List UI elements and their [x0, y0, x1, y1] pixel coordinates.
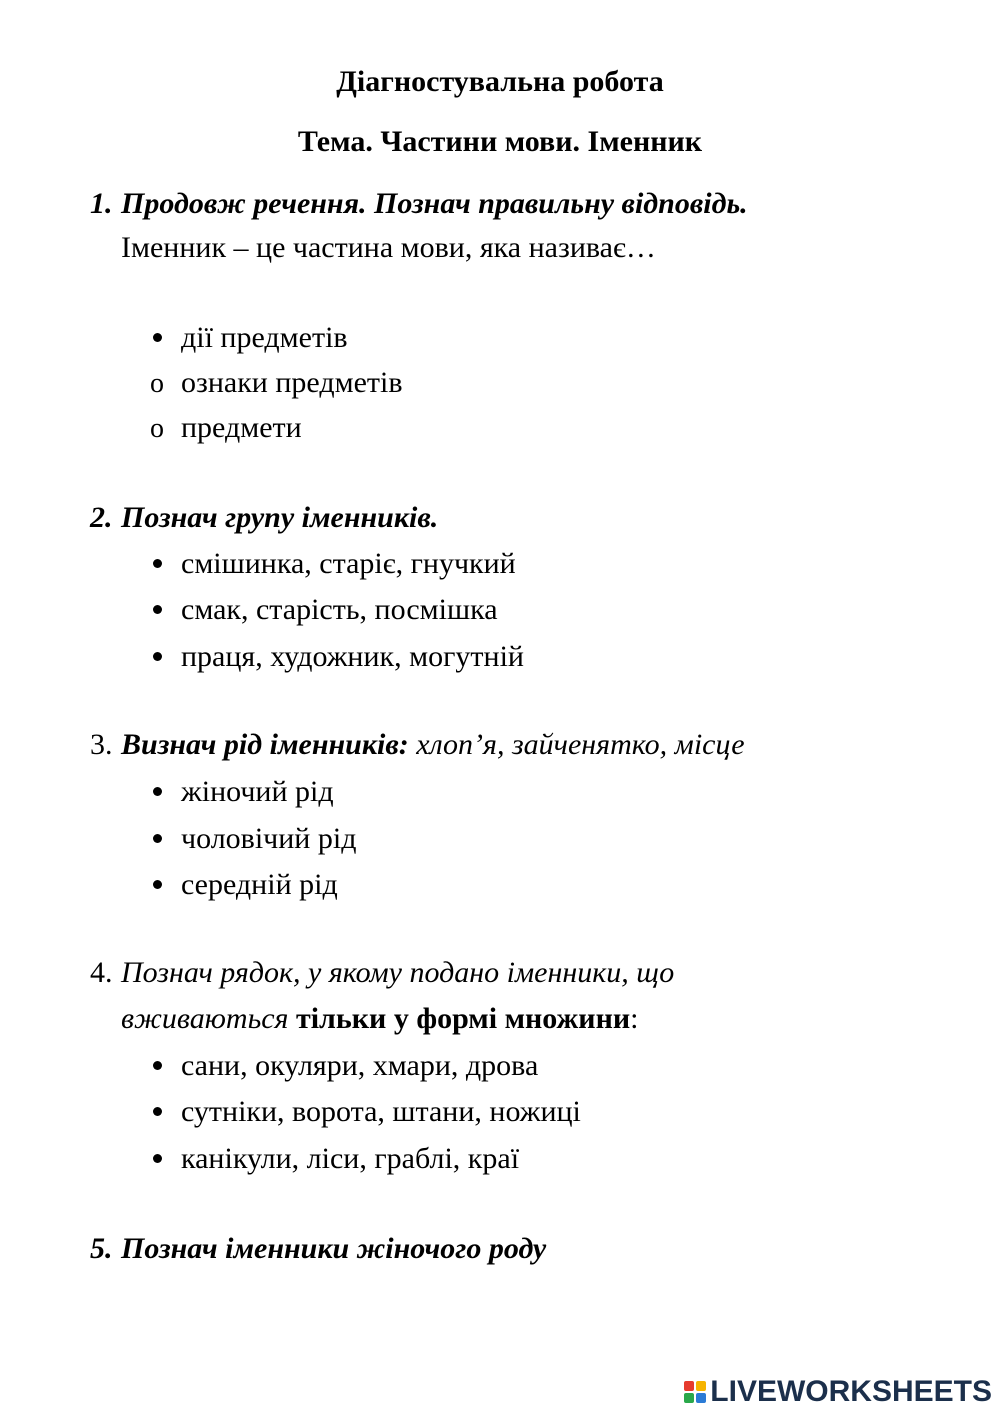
- question-prompt: Визнач рід іменників:: [121, 728, 409, 761]
- answer-option[interactable]: o предмети: [150, 410, 302, 447]
- question-1: [90, 186, 748, 222]
- answer-option[interactable]: праця, художник, могутній: [150, 639, 524, 675]
- question-number: 1.: [90, 187, 113, 220]
- bullet-icon: [150, 546, 181, 582]
- logo-icon: [684, 1381, 706, 1403]
- question-number: 2.: [90, 501, 113, 534]
- answer-option[interactable]: канікули, ліси, граблі, краї: [150, 1141, 519, 1177]
- question-5: [90, 1231, 546, 1267]
- bullet-icon: [150, 1048, 181, 1084]
- radio-circle-icon: o: [150, 413, 164, 444]
- question-number: 4.: [90, 956, 113, 989]
- question-number: 5.: [90, 1232, 113, 1265]
- answer-option[interactable]: чоловічий рід: [150, 821, 356, 857]
- bullet-icon: [150, 867, 181, 903]
- bullet-icon: [150, 774, 181, 810]
- liveworksheets-logo: [684, 1372, 992, 1412]
- question-continuation: Іменник – це частина мови, яка називає…: [121, 231, 656, 264]
- question-number: 3.: [90, 728, 113, 761]
- bullet-icon: [150, 639, 181, 675]
- page-title: Діагностувальна робота: [336, 65, 664, 98]
- question-prompt: Познач іменники жіночого роду: [121, 1232, 547, 1265]
- question-prompt: Познач рядок, у якому подано іменники, що: [121, 956, 675, 989]
- question-prompt: Познач групу іменників.: [121, 501, 439, 534]
- answer-option[interactable]: смішинка, старіє, гнучкий: [150, 546, 516, 582]
- question-words: хлоп’я, зайченятко, місце: [408, 728, 745, 761]
- radio-circle-icon: o: [150, 368, 164, 399]
- answer-option[interactable]: сани, окуляри, хмари, дрова: [150, 1048, 538, 1084]
- answer-option[interactable]: жіночий рід: [150, 774, 334, 810]
- answer-option[interactable]: сутніки, ворота, штани, ножиці: [150, 1094, 581, 1130]
- bullet-icon: [150, 1094, 181, 1130]
- question-continuation: вживаються тільки у формі множини:: [121, 1002, 639, 1035]
- question-prompt: Продовж речення. Познач правильну відповідь.: [121, 187, 748, 220]
- bullet-icon: [150, 592, 181, 628]
- bullet-icon: [150, 821, 181, 857]
- bullet-icon: [150, 320, 181, 356]
- page-subtitle: Тема. Частини мови. Іменник: [297, 125, 703, 158]
- question-4: [90, 955, 674, 991]
- bullet-icon: [150, 1141, 181, 1177]
- answer-option[interactable]: o ознаки предметів: [150, 365, 403, 402]
- answer-option[interactable]: середній рід: [150, 867, 338, 903]
- logo-text: LIVEWORKSHEETS: [710, 1375, 992, 1408]
- answer-option[interactable]: дії предметів: [150, 320, 348, 356]
- question-3: [90, 727, 745, 763]
- question-2: [90, 500, 438, 536]
- answer-option[interactable]: смак, старість, посмішка: [150, 592, 498, 628]
